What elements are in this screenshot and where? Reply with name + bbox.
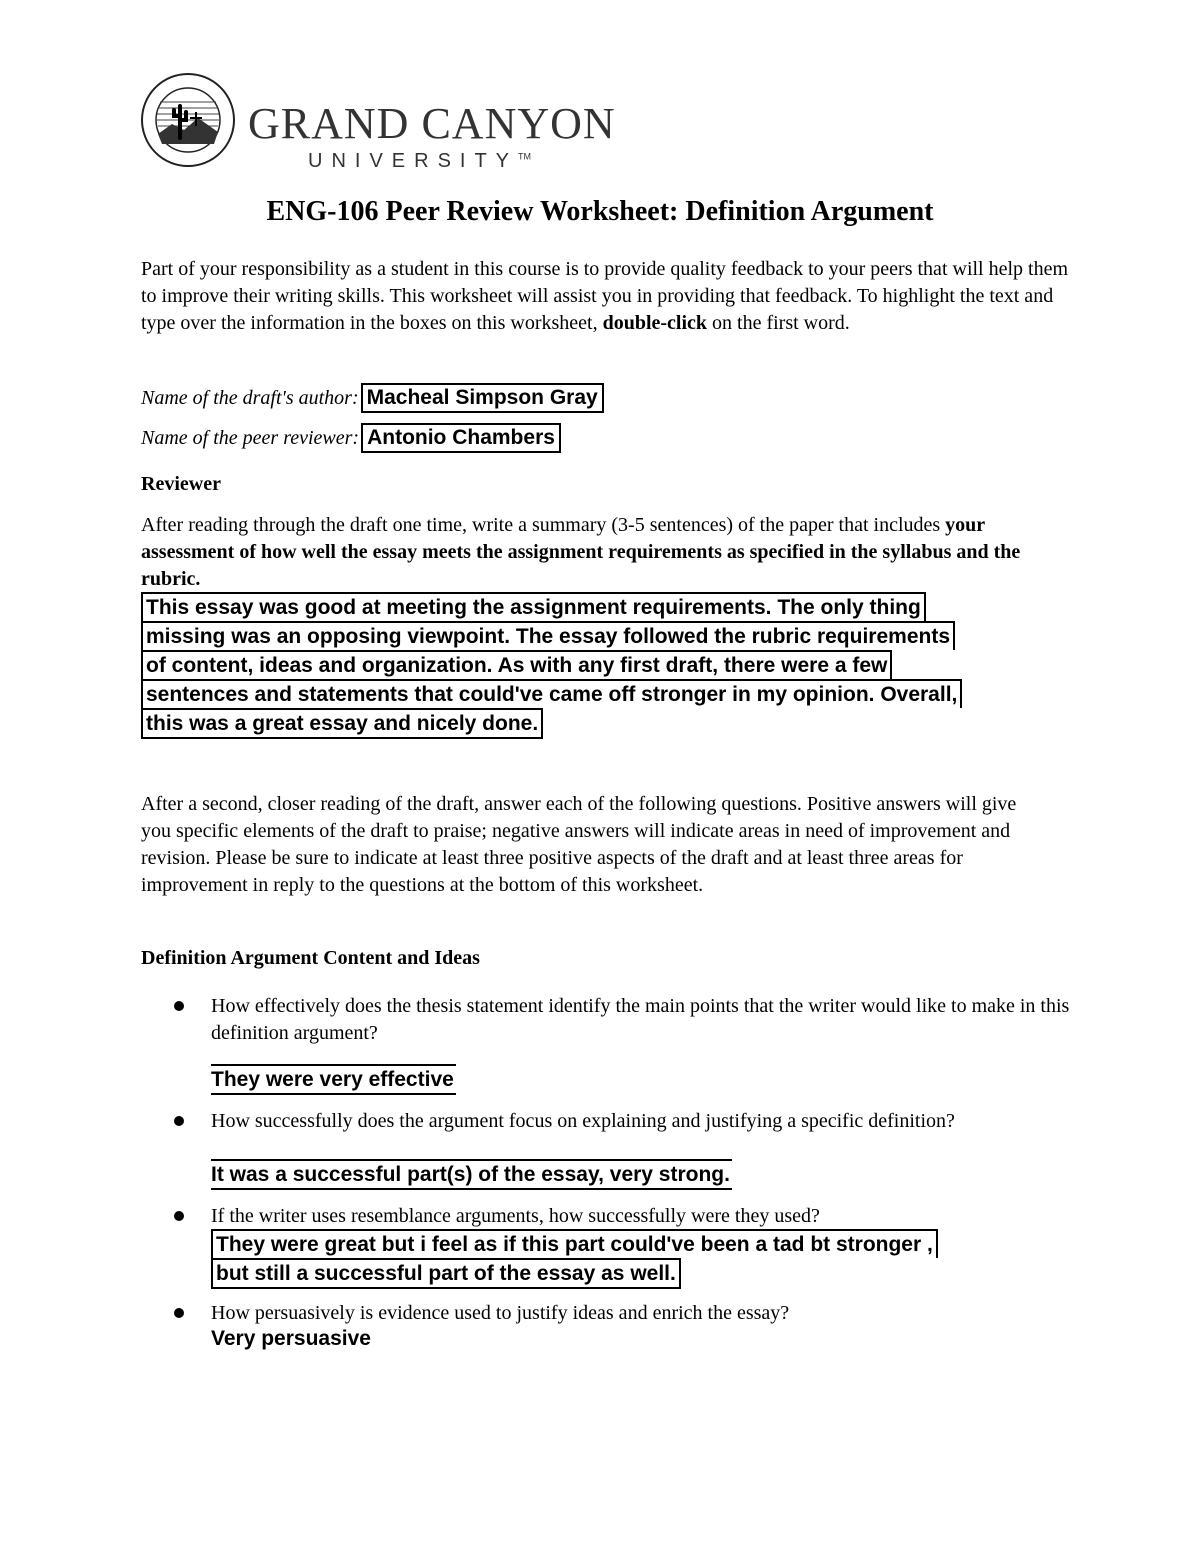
summary-line: This essay was good at meeting the assignment requirements. The only thing: [141, 592, 926, 621]
question-2: How successfully does the argument focus on explaining and justifying a specific definition?: [211, 1110, 955, 1132]
summary-line: sentences and statements that could've came off stronger in my opinion. Overall,: [141, 679, 962, 708]
answer-1-field[interactable]: They were very effective: [211, 1064, 456, 1095]
answer-4-field[interactable]: Very persuasive: [211, 1327, 371, 1350]
author-label: Name of the draft's author:: [141, 386, 359, 409]
question-3: If the writer uses resemblance arguments, how successfully were they used?: [211, 1205, 820, 1227]
university-logo: [140, 72, 616, 173]
summary-answer-field[interactable]: [141, 592, 962, 739]
bullet-icon: [174, 1116, 184, 1126]
reviewer-field[interactable]: Antonio Chambers: [361, 423, 561, 453]
university-seal-icon: [140, 72, 236, 168]
question-1: How effectively does the thesis statement identify the main points that the writer would like to make in this definition argument?: [211, 995, 1070, 1044]
reviewer-prompt-plain: After reading through the draft one time, write a summary (3-5 sentences) of the paper that includes: [141, 514, 946, 536]
summary-line: this was a great essay and nicely done.: [141, 708, 543, 739]
author-field[interactable]: Macheal Simpson Gray: [361, 383, 604, 413]
question-4: How persuasively is evidence used to justify ideas and enrich the essay?: [211, 1302, 790, 1324]
university-wordmark: [248, 99, 616, 173]
wordmark-bottom: UNIVERSITY: [308, 150, 519, 172]
intro-text: Part of your responsibility as a student in this course is to provide quality feedback to your peers that will help them to improve their writing skills. This worksheet will assist you in providing that feedback. To highlight the text and type over the information in the boxes on this worksheet,: [141, 258, 1069, 334]
bullet-icon: [174, 1308, 184, 1318]
wordmark-top: GRAND CANYON: [248, 99, 616, 148]
content-heading: Definition Argument Content and Ideas: [141, 947, 480, 969]
trademark-mark: TM: [518, 151, 532, 162]
intro-tail: on the first word.: [707, 312, 850, 334]
page-title: ENG-106 Peer Review Worksheet: Definition Argument: [266, 196, 934, 227]
reviewer-row: [141, 423, 561, 453]
answer-3-line: but still a successful part of the essay as well.: [211, 1258, 681, 1289]
reviewer-prompt-bold: your assessment of how well the essay meets the assignment requirements as specified in the syllabus and the rubric.: [141, 514, 1021, 590]
bullet-icon: [174, 1001, 184, 1011]
intro-paragraph: [141, 256, 1071, 337]
intro-bold: double-click: [602, 312, 708, 334]
answer-3-line: They were great but i feel as if this part could've been a tad bt stronger ,: [211, 1229, 938, 1258]
second-reading-paragraph: After a second, closer reading of the draft, answer each of the following questions. Positive answers will give you specific elements of the draft to praise; negative answers will indicate areas in need of improvement and revision. Please be sure to indicate at least three positive aspects of the draft and at least three areas for improvement in reply to the questions at the bottom of this worksheet.: [141, 793, 1017, 896]
summary-line: missing was an opposing viewpoint. The essay followed the rubric requirements: [141, 621, 955, 650]
bullet-icon: [174, 1211, 184, 1221]
author-row: [141, 383, 604, 413]
answer-3-field[interactable]: [211, 1229, 938, 1289]
reviewer-prompt: [141, 512, 1021, 593]
reviewer-label: Name of the peer reviewer:: [141, 426, 360, 449]
reviewer-heading: Reviewer: [141, 473, 221, 495]
answer-2-field[interactable]: It was a successful part(s) of the essay, very strong.: [211, 1159, 732, 1190]
summary-line: of content, ideas and organization. As with any first draft, there were a few: [141, 650, 892, 679]
